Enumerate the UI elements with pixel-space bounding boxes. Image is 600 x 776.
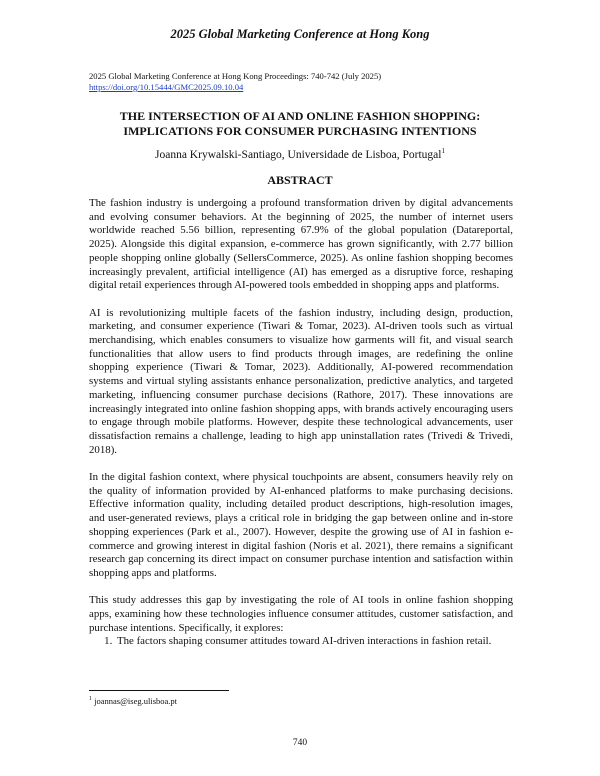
author-name: Joanna Krywalski-Santiago, Universidade de Lisboa, Portugal bbox=[155, 148, 442, 161]
factor-list bbox=[89, 635, 513, 649]
abstract-heading: ABSTRACT bbox=[267, 173, 333, 187]
proceedings-citation: 2025 Global Marketing Conference at Hong Kong Proceedings: 740-742 (July 2025) bbox=[89, 71, 382, 81]
author-footnote-marker: 1 bbox=[441, 147, 445, 155]
paper-title bbox=[60, 109, 540, 139]
paragraph-3: In the digital fashion context, where physical touchpoints are absent, consumers heavily rely on the quality of information provided by AI-enhanced platforms to make purchasing decisions. Effective information quality, including detailed product descriptions, high-resolution images, and user-generated reviews, plays a critical role in bridging the gap between online and in-store shopping experiences (Park et al., 2007). However, despite the growing use of AI in fashion e-commerce and growing interest in digital fashion (Noris et al. 2021), there remains a significant research gap concerning its direct impact on consumer purchase intention and satisfaction within shopping apps and platforms. bbox=[89, 471, 513, 579]
running-header: 2025 Global Marketing Conference at Hong Kong bbox=[170, 27, 430, 41]
footnote-divider bbox=[89, 690, 229, 691]
page-number: 740 bbox=[292, 738, 308, 748]
footnote-marker: 1 bbox=[89, 696, 92, 703]
doi-link[interactable]: https://doi.org/10.15444/GMC2025.09.10.04 bbox=[89, 82, 244, 92]
paragraph-2: AI is revolutionizing multiple facets of the fashion industry, including design, production, marketing, and consumer experience (Tiwari & Tomar, 2023). AI-driven tools such as virtual merchandising, which enables consumers to visualize how garments will fit, and visual search functionalities that allow users to find products through images, are redefining the online shopping experience (Tiwari & Tomar, 2023). Additionally, AI-powered recommendation systems and virtual styling assistants enhance personalization, predictive analytics, and targeted marketing, influencing consumer purchase decisions (Rathore, 2017). These innovations are increasingly integrated into online fashion shopping apps, with brands actively encouraging users to engage through mobile platforms. However, despite these technological advancements, user dissatisfaction remains a challenge, leading to high app uninstallation rates (Trivedi & Trivedi, 2018). bbox=[89, 306, 513, 456]
proceedings-info bbox=[89, 71, 381, 93]
paragraph-4: This study addresses this gap by investigating the role of AI tools in online fashion shopping apps, examining how these technologies influence consumer attitudes, customer satisfaction, and purchase intentions. Specifically, it explores: bbox=[89, 594, 513, 634]
paper-title-line-2: IMPLICATIONS FOR CONSUMER PURCHASING INTENTIONS bbox=[123, 124, 477, 138]
footnote bbox=[89, 696, 177, 706]
paragraph-1: The fashion industry is undergoing a profound transformation driven by digital advancements and evolving consumer behaviors. At the beginning of 2025, the number of internet users worldwide reached 5.56 billion, representing 67.9% of the global population (Datareportal, 2025). Alongside this digital expansion, e-commerce has grown significantly, with 2.77 billion people shopping online globally (SellersCommerce, 2025). As online fashion shopping becomes increasingly prevalent, artificial intelligence (AI) has emerged as a disruptive force, reshaping digital retail experiences through AI-powered tools embedded in shopping apps and platforms. bbox=[89, 197, 513, 292]
abstract-body bbox=[89, 197, 513, 649]
paper-title-line-1: THE INTERSECTION OF AI AND ONLINE FASHION SHOPPING: bbox=[119, 109, 481, 123]
list-item: 1. The factors shaping consumer attitudes toward AI-driven interactions in fashion retail. bbox=[115, 635, 513, 649]
author-email: joannas@iseg.ulisboa.pt bbox=[94, 696, 178, 706]
author-line bbox=[0, 147, 600, 161]
